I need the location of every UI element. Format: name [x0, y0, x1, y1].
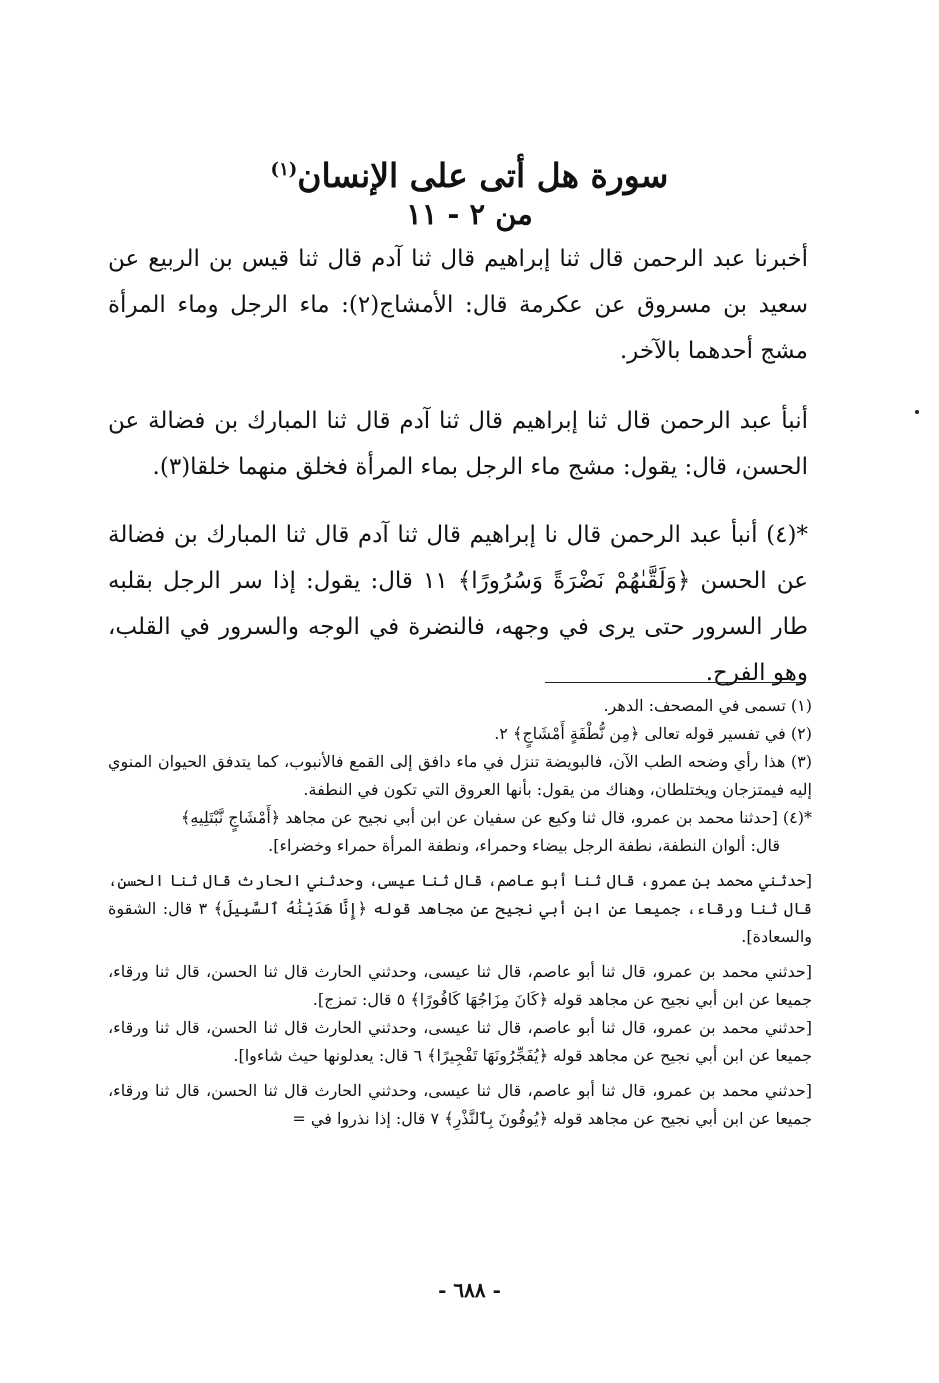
footnote-2: (٢) في تفسير قوله تعالى ﴿مِن نُّطْفَةٍ أَمْشَاجٍ﴾ ٢.: [494, 724, 812, 743]
page-number: - ٦٨٨ -: [438, 1278, 501, 1302]
footnote-1: (١) تسمى في المصحف: الدهر.: [603, 696, 812, 715]
margin-mark: [915, 410, 919, 414]
footnote-4-narration-c: [حدثني محمد بن عمرو، قال ثنا أبو عاصم، قال ثنا عيسى، وحدثني الحارث قال ثنا الحسن، قال ثنا ورقاء، جميعا عن ابن أبي نجيح عن مجاهد قوله ﴿يُفَجِّرُونَهَا تَفْجِيرًا﴾ ٦ قال: يعدلونها حيث شاءوا].: [108, 1018, 812, 1065]
title-footnote-marker: (١): [270, 159, 298, 180]
footnote-3: (٣) هذا رأي وضحه الطب الآن، فالبويضة تنزل في ماء دافق إلى القمع فالأنبوب، كما يتدفق الحيوان المنوي إليه فيمتزجان ويختلطان، وهناك من يقول: بأنها العروق التي تكون في النطفة.: [108, 752, 813, 799]
surah-title-text: سورة هل أتى على الإنسان: [297, 156, 669, 195]
footnote-4-narration-b: [حدثني محمد بن عمرو، قال ثنا أبو عاصم، قال ثنا عيسى، وحدثني الحارث قال ثنا الحسن، قال ثنا ورقاء، جميعا عن ابن أبي نجيح عن مجاهد قوله ﴿كَانَ مِزَاجُهَا كَافُورًا﴾ ٥ قال: تمزج].: [108, 962, 812, 1009]
footnote-4-continuation: قال: ألوان النطفة، نطفة الرجل بيضاء وحمراء، ونطفة المرأة حمراء وخضراء].: [268, 836, 780, 855]
footnote-4-narration-a: [حدثني محمد بن عمرو، قال ثنا أبو عاصم، قال ثنا عيسى، وحدثني الحارث قال ثنا الحسن، قال ثنا ورقاء، جميعا عن ابن أبي نجيح عن مجاهد قوله ﴿إِنَّا هَدَيْنَٰهُ ٱلسَّبِيلَ﴾ ٣ قال: الشقوة والسعادة].: [108, 871, 813, 946]
narration-paragraph-1: أخبرنا عبد الرحمن قال ثنا إبراهيم قال ثنا آدم قال ثنا قيس بن الربيع عن سعيد بن مسروق عن عكرمة قال: الأمشاج(٢): ماء الرجل وماء المرأة مشج أحدهما بالآخر.: [108, 246, 808, 364]
surah-title: [0, 148, 939, 198]
footnote-4: *(٤) [حدثنا محمد بن عمرو، قال ثنا وكيع عن سفيان عن ابن أبي نجيح عن مجاهد ﴿أَمْشَاجٍ نَّبْتَلِيهِ﴾: [181, 808, 812, 827]
footnote-separator: [545, 682, 802, 683]
narration-paragraph-2: أنبأ عبد الرحمن قال ثنا إبراهيم قال ثنا آدم قال ثنا المبارك بن فضالة عن الحسن، قال: يقول: مشج ماء الرجل بماء المرأة فخلق منهما خلقا(٣).: [108, 408, 808, 480]
footnotes-section: [108, 692, 812, 1133]
footnote-4-narration-d: [حدثني محمد بن عمرو، قال ثنا أبو عاصم، قال ثنا عيسى، وحدثني الحارث قال ثنا الحسن، قال ثنا ورقاء، جميعا عن ابن أبي نجيح عن مجاهد قوله ﴿يُوفُونَ بِٱلنَّذْرِ﴾ ٧ قال: إذا نذروا في =: [108, 1081, 812, 1128]
narration-paragraph-3: *(٤) أنبأ عبد الرحمن قال نا إبراهيم قال ثنا آدم قال ثنا المبارك بن فضالة عن الحسن ﴿وَلَقَّىٰهُمْ نَضْرَةً وَسُرُورًا﴾ ١١ قال: يقول: إذا سر الرجل بقلبه طار السرور حتى يرى في وجهه، فالنضرة في الوجه والسرور في القلب، وهو الفرح.: [108, 522, 808, 686]
verse-range: من ٢ - ١١: [406, 197, 533, 231]
